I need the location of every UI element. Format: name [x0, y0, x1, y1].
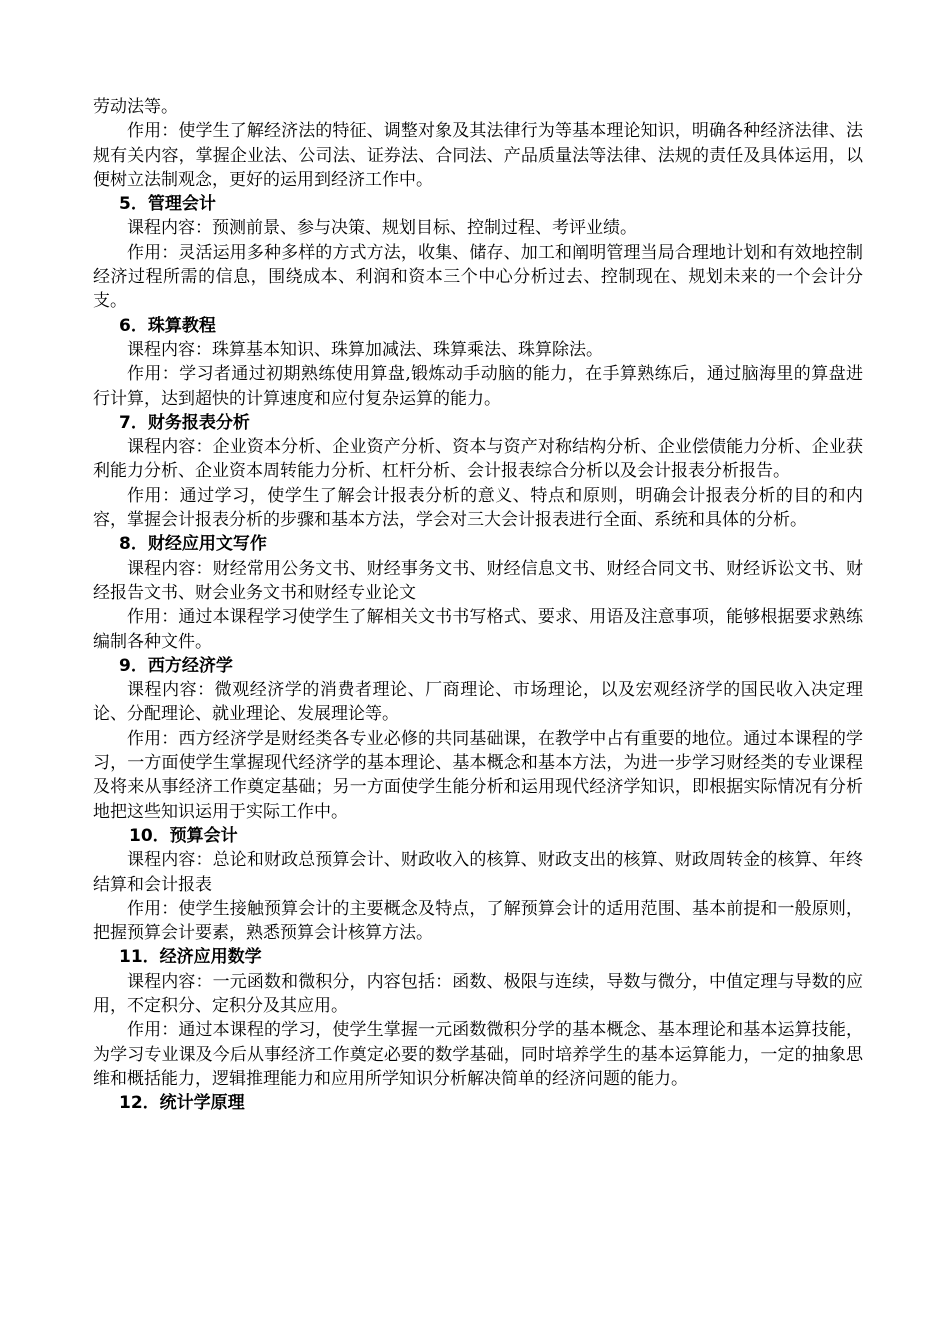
section-content: 课程内容：财经常用公务文书、财经事务文书、财经信息文书、财经合同文书、财经诉讼文书、财经报告文书、财会业务文书和财经专业论文 — [93, 558, 863, 603]
section-heading: 11．经济应用数学 — [119, 947, 262, 968]
section-heading: 12．统计学原理 — [119, 1093, 245, 1114]
intro-purpose: 作用：使学生了解经济法的特征、调整对象及其法律行为等基本理论知识，明确各种经济法律、法规有关内容，掌握企业法、公司法、证券法、合同法、产品质量法等法律、法规的责任及具体运用，以便树立法制观念，更好的运用到经济工作中。 — [93, 121, 863, 190]
section-purpose: 作用：通过本课程学习使学生了解相关文书书写格式、要求、用语及注意事项，能够根据要求熟练编制各种文件。 — [93, 607, 863, 652]
section-content: 课程内容：企业资本分析、企业资产分析、资本与资产对称结构分析、企业偿债能力分析、企业获利能力分析、企业资本周转能力分析、杠杆分析、会计报表综合分析以及会计报表分析报告。 — [93, 437, 863, 482]
section-heading: 8．财经应用文写作 — [119, 534, 267, 555]
section-purpose: 作用：学习者通过初期熟练使用算盘,锻炼动手动脑的能力，在手算熟练后，通过脑海里的算盘进行计算，达到超快的计算速度和应付复杂运算的能力。 — [93, 364, 863, 409]
section-purpose: 作用：通过学习，使学生了解会计报表分析的意义、特点和原则，明确会计报表分析的目的和内容，掌握会计报表分析的步骤和基本方法，学会对三大会计报表进行全面、系统和具体的分析。 — [93, 485, 863, 531]
intro-tail: 劳动法等。 — [93, 97, 178, 117]
section-content: 课程内容：总论和财政总预算会计、财政收入的核算、财政支出的核算、财政周转金的核算、年终结算和会计报表 — [93, 850, 863, 895]
section-content: 课程内容：微观经济学的消费者理论、厂商理论、市场理论，以及宏观经济学的国民收入决定理论、分配理论、就业理论、发展理论等。 — [93, 680, 863, 725]
section-content: 课程内容：预测前景、参与决策、规划目标、控制过程、考评业绩。 — [127, 218, 637, 239]
section-heading: 9．西方经济学 — [119, 655, 233, 676]
section-purpose: 作用：西方经济学是财经类各专业必修的共同基础课，在教学中占有重要的地位。通过本课程的学习，一方面使学生掌握现代经济学的基本理论、基本概念和基本方法，为进一步学习财经类的专业课程及将来从事经济工作奠定基础；另一方面使学生能分析和运用现代经济学知识，即根据实际情况有分析地把这些知识运用于实际工作中。 — [93, 728, 863, 822]
section-purpose: 作用：使学生接触预算会计的主要概念及特点，了解预算会计的适用范围、基本前提和一般原则，把握预算会计要素，熟悉预算会计核算方法。 — [93, 898, 863, 944]
section-purpose: 作用：通过本课程的学习，使学生掌握一元函数微积分学的基本概念、基本理论和基本运算技能，为学习专业课及今后从事经济工作奠定必要的数学基础，同时培养学生的基本运算能力，一定的抽象思维和概括能力，逻辑推理能力和应用所学知识分析解决简单的经济问题的能力。 — [93, 1020, 863, 1089]
section-heading: 6．珠算教程 — [119, 315, 216, 336]
section-purpose: 作用：灵活运用多种多样的方式方法，收集、储存、加工和阐明管理当局合理地计划和有效地控制经济过程所需的信息，围绕成本、利润和资本三个中心分析过去、控制现在、规划未来的一个会计分支。 — [93, 242, 863, 312]
section-content: 课程内容：一元函数和微积分，内容包括：函数、极限与连续，导数与微分，中值定理与导数的应用，不定积分、定积分及其应用。 — [93, 971, 863, 1016]
section-heading: 10．预算会计 — [129, 825, 238, 846]
section-content: 课程内容：珠算基本知识、珠算加减法、珠算乘法、珠算除法。 — [127, 339, 603, 360]
section-heading: 5．管理会计 — [119, 194, 216, 215]
section-heading: 7．财务报表分析 — [119, 412, 250, 433]
document-body — [93, 95, 863, 1115]
